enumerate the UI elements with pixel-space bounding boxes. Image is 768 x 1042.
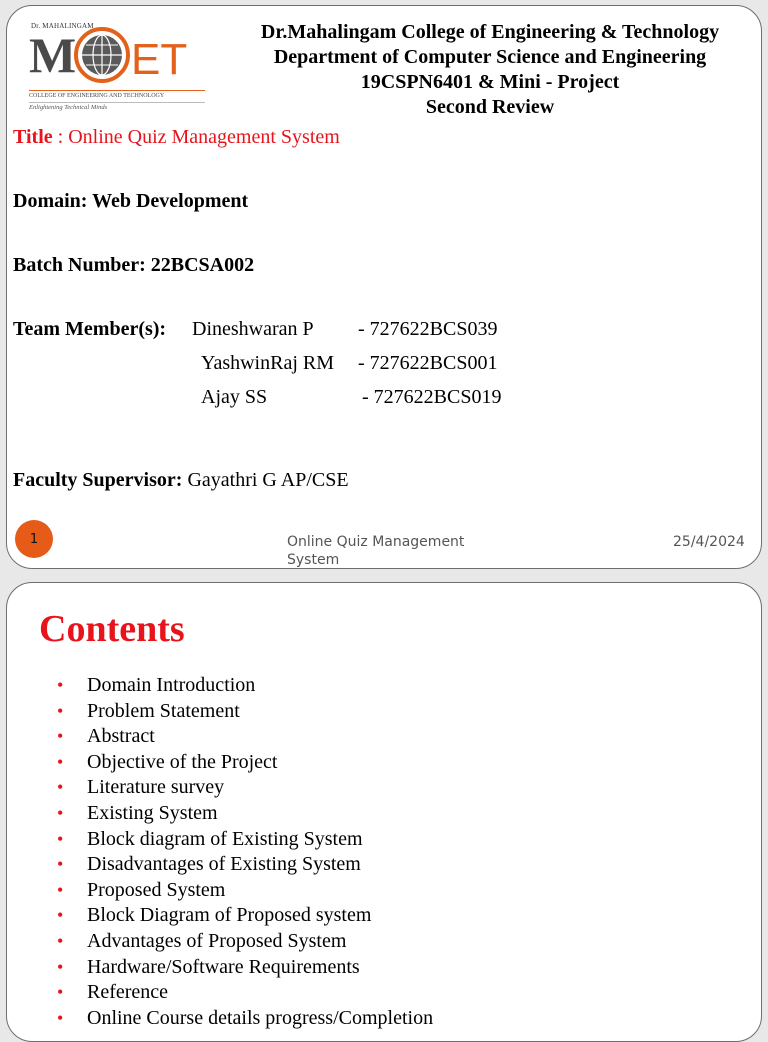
bullet-icon: • xyxy=(57,956,64,977)
header-review: Second Review xyxy=(425,96,555,118)
globe-icon xyxy=(73,26,131,84)
slide-contents xyxy=(6,582,762,1042)
team-member-id: - 727622BCS001 xyxy=(358,352,498,374)
logo-divider xyxy=(29,90,205,91)
team-member-name: Ajay SS xyxy=(201,386,268,408)
contents-item xyxy=(57,878,433,904)
team-member-name: Dineshwaran P xyxy=(192,318,314,340)
contents-item-label: Abstract xyxy=(87,725,155,748)
contents-item xyxy=(57,775,433,801)
supervisor-value: Gayathri G AP/CSE xyxy=(182,469,349,491)
contents-item-label: Advantages of Proposed System xyxy=(87,929,347,952)
contents-item xyxy=(57,673,433,699)
team-members-label: Team Member(s): xyxy=(13,318,167,340)
bullet-icon: • xyxy=(57,777,64,798)
contents-item xyxy=(57,903,433,929)
contents-item-label: Proposed System xyxy=(87,878,226,901)
contents-list xyxy=(57,673,433,1031)
bullet-icon: • xyxy=(57,930,64,951)
bullet-icon: • xyxy=(57,982,64,1003)
logo-college-name: COLLEGE OF ENGINEERING AND TECHNOLOGY xyxy=(29,93,165,99)
bullet-icon: • xyxy=(57,828,64,849)
logo-letters-et: ET xyxy=(131,35,188,84)
contents-item xyxy=(57,929,433,955)
bullet-icon: • xyxy=(57,905,64,926)
slide-header xyxy=(217,20,762,120)
contents-item-label: Problem Statement xyxy=(87,699,240,722)
supervisor-label: Faculty Supervisor: xyxy=(13,469,183,491)
team-member-name: YashwinRaj RM xyxy=(201,352,334,374)
contents-item-label: Block diagram of Existing System xyxy=(87,827,363,850)
contents-item-label: Hardware/Software Requirements xyxy=(87,955,360,978)
contents-item xyxy=(57,750,433,776)
contents-item xyxy=(57,852,433,878)
contents-item-label: Objective of the Project xyxy=(87,750,278,773)
contents-item-label: Online Course details progress/Completion xyxy=(87,1006,434,1029)
footer-date: 25/4/2024 xyxy=(673,534,745,550)
header-college: Dr.Mahalingam College of Engineering & Technology xyxy=(260,21,720,43)
slide-title xyxy=(6,5,762,569)
faculty-supervisor-line xyxy=(13,469,349,492)
header-department: Department of Computer Science and Engineering xyxy=(273,46,707,68)
contents-item xyxy=(57,980,433,1006)
logo-divider-2 xyxy=(29,102,205,103)
contents-item xyxy=(57,1006,433,1032)
bullet-icon: • xyxy=(57,1007,64,1028)
contents-item-label: Reference xyxy=(87,981,169,1004)
bullet-icon: • xyxy=(57,726,64,747)
bullet-icon: • xyxy=(57,802,64,823)
contents-item xyxy=(57,827,433,853)
contents-item-label: Existing System xyxy=(87,801,218,824)
logo-tagline: Enlightening Technical Minds xyxy=(29,104,108,111)
contents-item-label: Block Diagram of Proposed system xyxy=(87,904,372,927)
college-logo xyxy=(29,20,211,120)
contents-item xyxy=(57,955,433,981)
footer-title: Online Quiz Management System xyxy=(287,534,465,568)
contents-heading: Contents xyxy=(39,608,185,650)
contents-item xyxy=(57,724,433,750)
header-course: 19CSPN6401 & Mini - Project xyxy=(360,71,620,93)
bullet-icon: • xyxy=(57,854,64,875)
contents-item xyxy=(57,801,433,827)
contents-item-label: Domain Introduction xyxy=(87,674,256,696)
title-value: : Online Quiz Management System xyxy=(52,126,340,148)
logo-small-text: Dr. MAHALINGAM xyxy=(31,22,94,30)
bullet-icon: • xyxy=(57,879,64,900)
team-member-id: - 727622BCS039 xyxy=(358,318,498,340)
page-number-badge: 1 xyxy=(15,520,53,558)
logo-letter-m: M xyxy=(29,27,77,83)
bullet-icon: • xyxy=(57,751,64,772)
team-member-id: - 727622BCS019 xyxy=(362,386,502,408)
contents-item xyxy=(57,699,433,725)
bullet-icon: • xyxy=(57,700,64,721)
title-label: Title xyxy=(13,126,53,148)
contents-item-label: Disadvantages of Existing System xyxy=(87,853,361,876)
batch-number-line: Batch Number: 22BCSA002 xyxy=(13,254,255,276)
project-title xyxy=(13,126,340,149)
contents-item-label: Literature survey xyxy=(87,776,225,799)
bullet-icon: • xyxy=(57,675,64,695)
domain-line: Domain: Web Development xyxy=(13,190,249,212)
